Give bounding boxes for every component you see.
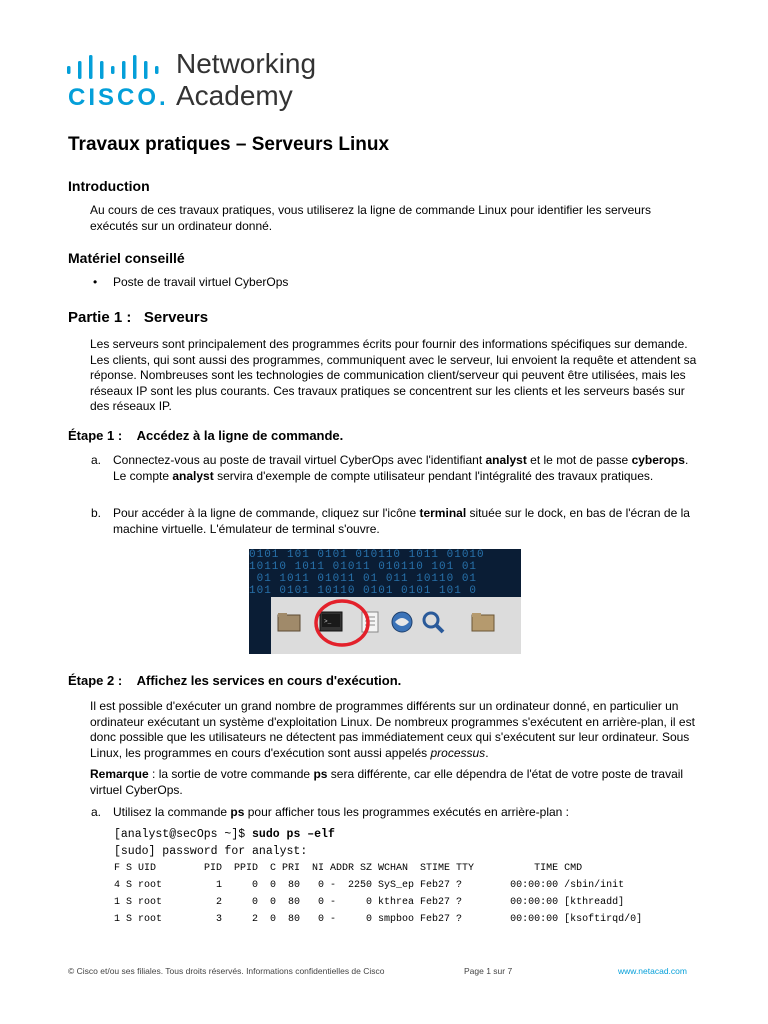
list-marker: a. — [91, 453, 102, 467]
intro-heading: Introduction — [68, 178, 150, 194]
etape1-item-a: Connectez-vous au poste de travail virtuel CyberOps avec l'identifiant analyst et le mot de passe cyberops. Le compte analyst servira d'exemple de compte utilisateur pendant l'intégralité des travaux pratiques. — [113, 453, 689, 483]
bullet-icon: • — [93, 275, 98, 289]
list-marker: b. — [91, 506, 102, 520]
materiel-item: Poste de travail virtuel CyberOps — [113, 275, 289, 289]
list-marker: a. — [91, 805, 102, 819]
terminal-row: 1 S root 3 2 0 80 0 - 0 smpboo Feb27 ? 00:00:00 [ksoftirqd/0] — [114, 914, 643, 925]
etape1-heading: Étape 1 : Accédez à la ligne de commande. — [68, 428, 344, 443]
intro-text: Au cours de ces travaux pratiques, vous utiliserez la ligne de commande Linux pour identifier les serveurs exécutés sur un ordinateur donné. — [90, 203, 651, 233]
cisco-bars-logo-icon — [67, 53, 163, 81]
terminal-command-line: [analyst@secOps ~]$ sudo ps –elf — [114, 828, 335, 841]
footer-link[interactable]: www.netacad.com — [618, 966, 687, 976]
footer-copyright: © Cisco et/ou ses filiales. Tous droits réservés. Informations confidentielles de Cisco — [68, 966, 385, 976]
terminal-row: 1 S root 2 0 0 80 0 - 0 kthrea Feb27 ? 00:00:00 [kthreadd] — [114, 897, 625, 908]
footer-page-number: Page 1 sur 7 — [464, 966, 513, 976]
binary-background: 0101 101 0101 010110 1011 01010 10110 1011 01011 010110 101 01 01 1011 01011 01 011 10110 01 101 0101 10110 0101 0101 101 0 — [249, 549, 485, 597]
partie1-text: Les serveurs sont principalement des programmes écrits pour fournir des informations spécifiques sur demande. Les clients, qui sont aussi des programmes, communiquent avec le serveur, lui envoient la requête et attendent sa réponse. Nombreuses sont les technologies de communication client/serveur qui peuvent être utilisées, mais les réseaux IP sont les plus courants. Ces travaux pratiques se concentrent sur les clients et les serveurs basés sur des réseaux IP. — [90, 337, 697, 413]
dock-screenshot — [249, 549, 521, 654]
logo-academy: Academy — [176, 80, 293, 111]
materiel-heading: Matériel conseillé — [68, 250, 185, 266]
etape2-text: Il est possible d'exécuter un grand nombre de programmes différents sur un ordinateur donné, en particulier un ordinateur exécutant un système d'exploitation Linux. De nombreux programmes s'exécutent en arrière-plan, il est donc possible que les utilisateurs ne détectent pas immédiatement ceux qui s'exécutent sur leur ordinateur. Sous Linux, les programmes en cours d'exécution sont aussi appelés processus. — [90, 699, 695, 760]
terminal-sudo-line: [sudo] password for analyst: — [114, 845, 308, 858]
files-folder-icon[interactable] — [470, 609, 496, 635]
folder-icon[interactable] — [276, 609, 302, 635]
svg-text:>_: >_ — [324, 618, 332, 625]
page-title: Travaux pratiques – Serveurs Linux — [68, 134, 390, 155]
logo-networking: Networking — [176, 48, 317, 79]
remark-text: Remarque : la sortie de votre commande ps sera différente, car elle dépendra de l'état de votre poste de travail virtuel CyberOps. — [90, 767, 684, 797]
partie1-heading: Partie 1 : Serveurs — [68, 309, 209, 326]
search-icon[interactable] — [420, 609, 446, 635]
cisco-wordmark: CISCO. — [68, 84, 169, 111]
highlight-circle — [313, 598, 371, 648]
etape2-item-a: Utilisez la commande ps pour afficher tous les programmes exécutés en arrière-plan : — [113, 805, 569, 819]
dock-bar — [271, 597, 521, 654]
browser-globe-icon[interactable] — [389, 609, 415, 635]
etape1-item-b: Pour accéder à la ligne de commande, cliquez sur l'icône terminal située sur le dock, en bas de l'écran de la machine virtuelle. L'émulateur de terminal s'ouvre. — [113, 506, 690, 536]
terminal-header: F S UID PID PPID C PRI NI ADDR SZ WCHAN STIME TTY TIME CMD — [114, 863, 583, 874]
etape2-heading: Étape 2 : Affichez les services en cours d'exécution. — [68, 673, 402, 688]
terminal-row: 4 S root 1 0 0 80 0 - 2250 SyS_ep Feb27 ? 00:00:00 /sbin/init — [114, 880, 625, 891]
